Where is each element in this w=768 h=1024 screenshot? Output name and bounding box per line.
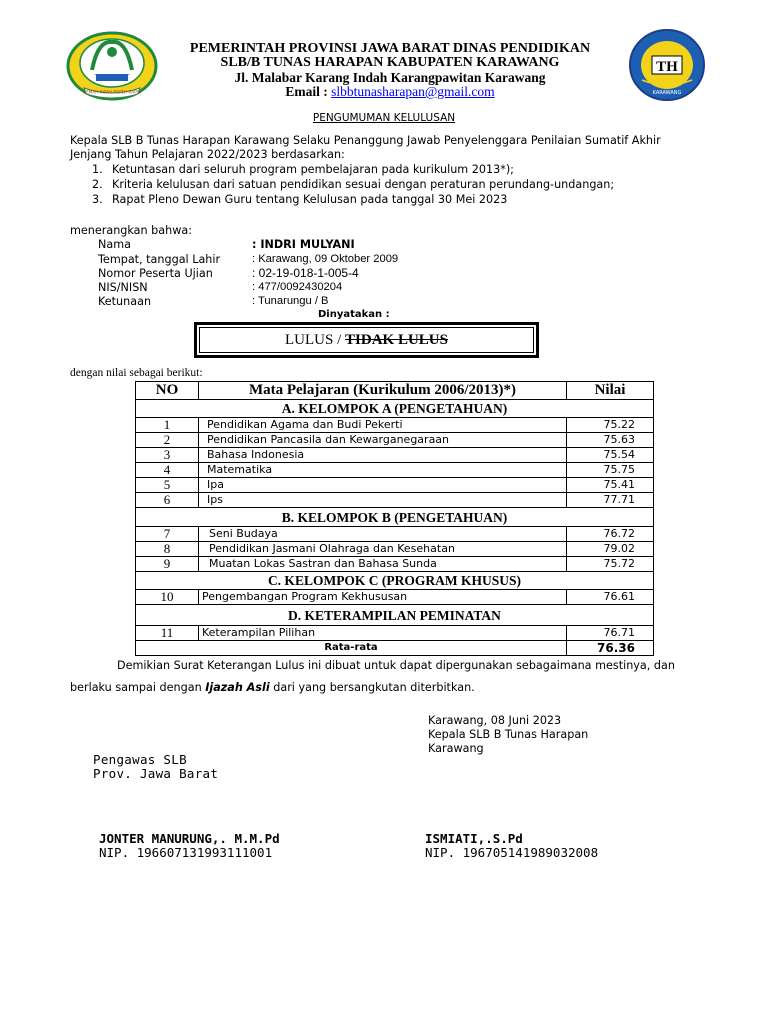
table-row [136, 542, 654, 557]
row-subject: Bahasa Indonesia [199, 448, 567, 463]
right-logo-caption: KARAWANG [652, 90, 682, 96]
table-row [136, 463, 654, 478]
grades-table [135, 381, 654, 656]
criteria-num: 1. [92, 163, 103, 176]
group-row [136, 508, 654, 527]
row-subject: Ipa [199, 478, 567, 493]
row-value: 76.61 [567, 590, 654, 605]
student-value: : 477/0092430204 [252, 281, 343, 293]
dinyatakan-label: Dinyatakan : [318, 309, 390, 320]
right-signer-name: ISMIATI,.S.Pd [425, 831, 523, 846]
row-no: 5 [136, 478, 199, 493]
left-logo-motto: GEMAH RIPAH REPEH RAPIH [82, 89, 142, 95]
closing-line-2 [70, 681, 475, 694]
student-label: Tempat, tanggal Lahir [98, 253, 221, 266]
left-role-1: Pengawas SLB [93, 752, 187, 767]
average-label: Rata-rata [136, 641, 567, 656]
row-no: 4 [136, 463, 199, 478]
header-address: Jl. Malabar Karang Indah Karangpawitan Karawang [234, 70, 546, 85]
header-subject: Mata Pelajaran (Kurikulum 2006/2013)*) [199, 382, 567, 400]
row-no: 11 [136, 626, 199, 641]
table-row [136, 448, 654, 463]
row-no: 8 [136, 542, 199, 557]
row-value: 79.02 [567, 542, 654, 557]
row-subject: Ips [199, 493, 567, 508]
result-text [197, 332, 536, 349]
closing-2-end: dari yang bersangkutan diterbitkan. [269, 681, 475, 694]
student-value: : INDRI MULYANI [252, 238, 355, 251]
result-fail-struck: TIDAK LULUS [345, 332, 448, 348]
student-label: Ketunaan [98, 295, 152, 308]
group-title: B. KELOMPOK B (PENGETAHUAN) [136, 508, 654, 527]
criteria-item [92, 178, 614, 191]
row-value: 75.22 [567, 418, 654, 433]
row-no: 9 [136, 557, 199, 572]
row-no: 2 [136, 433, 199, 448]
row-no: 1 [136, 418, 199, 433]
row-value: 75.72 [567, 557, 654, 572]
row-subject: Pendidikan Agama dan Budi Pekerti [199, 418, 567, 433]
group-row [136, 400, 654, 418]
criteria-text: Kriteria kelulusan dari satuan pendidikan sesuai dengan peraturan perundang-undangan; [112, 178, 615, 191]
header-no: NO [136, 382, 199, 400]
row-subject: Keterampilan Pilihan [199, 626, 567, 641]
table-header-row [136, 382, 654, 400]
table-row [136, 493, 654, 508]
closing-line-1: Demikian Surat Keterangan Lulus ini dibuat untuk dapat dipergunakan sebagaimana mestinya, dan [117, 659, 675, 672]
sign-role-1: Kepala SLB B Tunas Harapan [428, 728, 589, 741]
student-label: NIS/NISN [98, 281, 148, 294]
criteria-num: 2. [92, 178, 103, 191]
student-label: Nomor Peserta Ujian [98, 267, 213, 280]
student-value: : 02-19-018-1-005-4 [252, 266, 359, 280]
nilai-intro: dengan nilai sebagai berikut: [70, 367, 203, 379]
sign-role-2: Karawang [428, 742, 484, 755]
group-title: D. KETERAMPILAN PEMINATAN [136, 605, 654, 626]
table-row [136, 626, 654, 641]
table-row [136, 433, 654, 448]
criteria-text: Rapat Pleno Dewan Guru tentang Kelulusan pada tanggal 30 Mei 2023 [112, 193, 508, 206]
table-row [136, 557, 654, 572]
row-subject: Pendidikan Jasmani Olahraga dan Kesehatan [199, 542, 567, 557]
criteria-num: 3. [92, 193, 103, 206]
table-row [136, 478, 654, 493]
row-subject: Muatan Lokas Sastran dan Bahasa Sunda [199, 557, 567, 572]
left-signer-name: JONTER MANURUNG,. M.M.Pd [99, 831, 280, 846]
row-subject: Pendidikan Pancasila dan Kewarganegaraan [199, 433, 567, 448]
result-box [194, 322, 539, 358]
table-row [136, 527, 654, 542]
page-title: PENGUMUMAN KELULUSAN [312, 112, 456, 124]
right-signer-nip: NIP. 196705141989032008 [425, 845, 599, 860]
row-value: 75.41 [567, 478, 654, 493]
row-value: 76.71 [567, 626, 654, 641]
group-row [136, 605, 654, 626]
email-label: Email : [285, 84, 332, 99]
email-link[interactable]: slbbtunasharapan@gmail.com [331, 84, 495, 99]
average-row [136, 641, 654, 656]
row-subject: Matematika [199, 463, 567, 478]
row-value: 75.75 [567, 463, 654, 478]
row-no: 3 [136, 448, 199, 463]
group-row [136, 572, 654, 590]
header-school: SLB/B TUNAS HARAPAN KABUPATEN KARAWANG [220, 55, 560, 70]
left-signer-nip: NIP. 196607131993111001 [99, 845, 273, 860]
criteria-text: Ketuntasan dari seluruh program pembelajaran pada kurikulum 2013*); [112, 163, 514, 176]
row-no: 6 [136, 493, 199, 508]
group-title: C. KELOMPOK C (PROGRAM KHUSUS) [136, 572, 654, 590]
student-label: Nama [98, 238, 131, 251]
closing-2-start: berlaku sampai dengan [70, 681, 206, 694]
row-value: 75.63 [567, 433, 654, 448]
intro-paragraph: Kepala SLB B Tunas Harapan Karawang Selaku Penanggung Jawab Penyelenggara Penilaian Sumatif Akhir Jenjang Tahun Pelajaran 2022/2023 berdasarkan: [70, 134, 661, 161]
row-value: 76.72 [567, 527, 654, 542]
row-no: 7 [136, 527, 199, 542]
result-separator: / [333, 332, 346, 348]
menerangkan-label: menerangkan bahwa: [70, 224, 193, 237]
ijazah-asli: Ijazah Asli [205, 681, 270, 694]
result-pass: LULUS [285, 332, 334, 348]
group-title: A. KELOMPOK A (PENGETAHUAN) [136, 400, 654, 418]
left-role-2: Prov. Jawa Barat [93, 766, 219, 781]
student-value: : Karawang, 09 Oktober 2009 [252, 253, 399, 265]
criteria-item [92, 163, 514, 176]
row-subject: Seni Budaya [199, 527, 567, 542]
header-value: Nilai [567, 382, 654, 400]
right-logo-initials: TH [656, 59, 678, 75]
sign-place-date: Karawang, 08 Juni 2023 [428, 714, 562, 727]
header-email-line [0, 84, 768, 100]
row-no: 10 [136, 590, 199, 605]
row-subject: Pengembangan Program Kekhususan [199, 590, 567, 605]
row-value: 75.54 [567, 448, 654, 463]
average-value: 76.36 [567, 641, 654, 656]
header-agency: PEMERINTAH PROVINSI JAWA BARAT DINAS PENDIDIKAN [189, 41, 591, 56]
row-value: 77.71 [567, 493, 654, 508]
table-row [136, 590, 654, 605]
criteria-item [92, 193, 507, 206]
table-row [136, 418, 654, 433]
student-value: : Tunarungu / B [252, 295, 329, 307]
